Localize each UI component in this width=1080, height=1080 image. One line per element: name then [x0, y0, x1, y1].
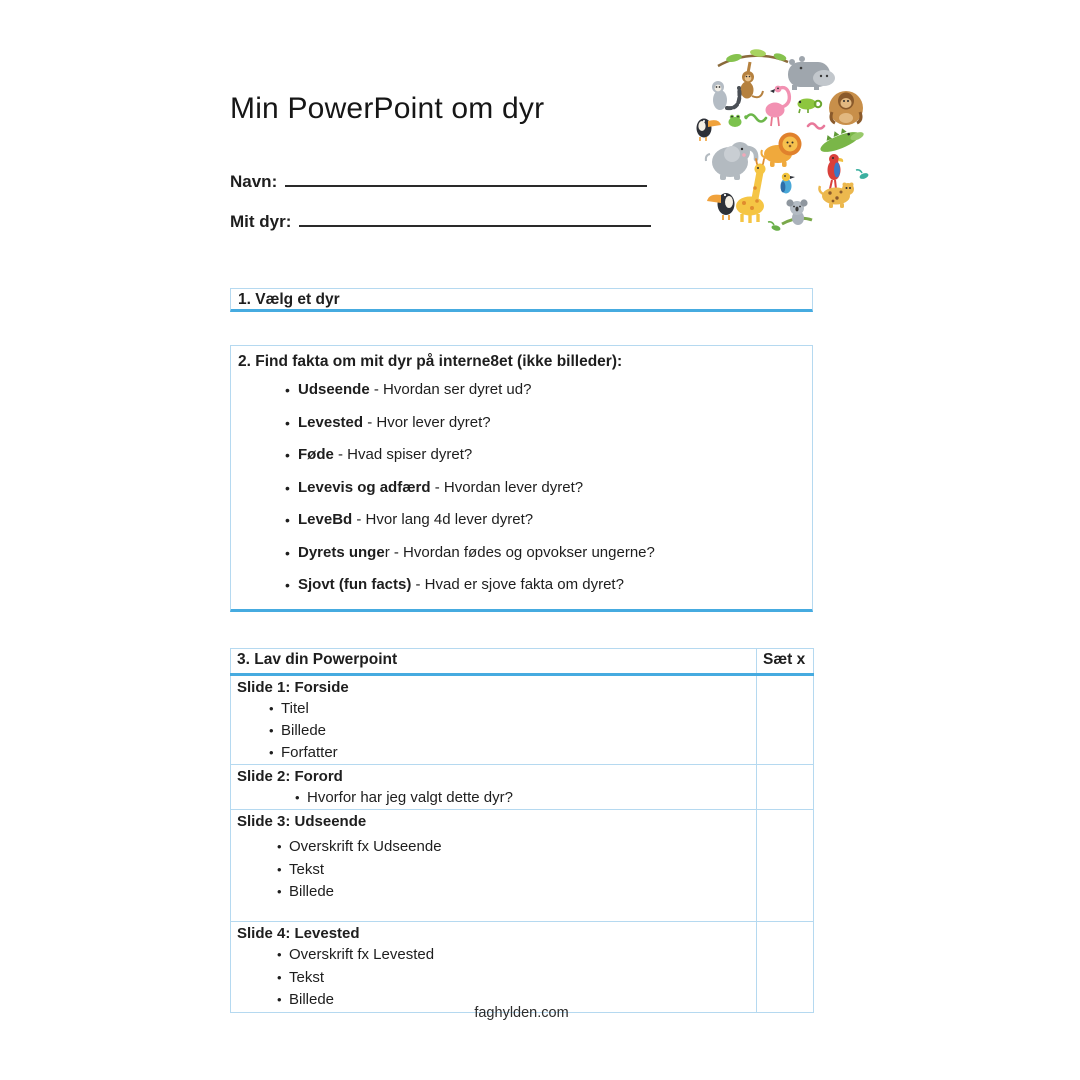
slide-bullet-list [231, 787, 756, 809]
frog-icon [729, 115, 742, 127]
table-row [231, 765, 814, 810]
fact-bullet: • LeveBd - Hvor lang 4d lever dyret? [298, 504, 804, 537]
fact-bullet: • Føde - Hvad spiser dyret? [298, 439, 804, 472]
slide-row-title: Slide 4: Levested [237, 925, 360, 942]
branch-icon [718, 48, 788, 66]
hippo-icon [788, 56, 835, 90]
check-cell[interactable] [757, 675, 814, 765]
slide-bullet: • Forfatter [281, 742, 756, 764]
toucan-icon [697, 119, 722, 142]
woodpecker-icon [781, 173, 796, 194]
section-3-title: 3. Lav din Powerpoint [237, 651, 398, 668]
fact-bullet: • Dyrets unger - Hvordan fødes og opvokser ungerne? [298, 537, 804, 570]
slide-row-title: Slide 2: Forord [237, 768, 343, 785]
check-cell[interactable] [757, 922, 814, 1013]
slide-row-title: Slide 3: Udseende [237, 813, 367, 830]
animal-label: Mit dyr: [230, 212, 292, 231]
lion-icon [762, 133, 802, 168]
slides-checklist-table [230, 648, 814, 1013]
slide-bullet: • Tekst [289, 859, 756, 882]
slide-row-title: Slide 1: Forside [237, 679, 349, 696]
animal-write-line[interactable] [299, 212, 651, 227]
table-header-row [231, 649, 814, 675]
footer-url: faghylden.com [474, 1005, 569, 1021]
slide-bullet: • Titel [281, 698, 756, 720]
slide-bullet: • Billede [281, 720, 756, 742]
table-row [231, 810, 814, 922]
fact-bullet: • Udseende - Hvordan ser dyret ud? [298, 374, 804, 407]
slide-bullet: • Overskrift fx Levested [289, 944, 756, 967]
slide-bullet: • Hvorfor har jeg valgt dette dyr? [307, 787, 756, 809]
section-1-box [230, 288, 813, 312]
koala-icon [782, 199, 812, 225]
table-row [231, 675, 814, 765]
section-2-title: 2. Find fakta om mit dyr på interne8et (ikke billeder): [238, 353, 623, 370]
slide-bullet: • Billede [289, 881, 756, 904]
slide-bullet: • Overskrift fx Udseende [289, 836, 756, 859]
parrot-icon [828, 154, 844, 189]
elephant-icon [706, 142, 756, 180]
gorilla-icon [829, 91, 863, 125]
section-1-title: 1. Vælg et dyr [238, 291, 340, 308]
name-write-line[interactable] [285, 172, 647, 187]
fact-list [238, 374, 804, 602]
toucan-2-icon [707, 193, 735, 220]
fact-bullet: • Levevis og adfærd - Hvordan lever dyret? [298, 472, 804, 505]
slide-bullet-list [231, 944, 756, 1012]
slide-bullet: • Billede [289, 989, 756, 1012]
slide-bullet: • Tekst [289, 967, 756, 990]
table-row [231, 922, 814, 1013]
name-label: Navn: [230, 172, 278, 191]
leopard-icon [819, 183, 854, 209]
check-cell[interactable] [757, 765, 814, 810]
page-title: Min PowerPoint om dyr [230, 92, 545, 125]
fact-bullet: • Sjovt (fun facts) - Hvad er sjove fakta om dyret? [298, 569, 804, 602]
fact-bullet: • Levested - Hvor lever dyret? [298, 407, 804, 440]
check-column-header: Sæt x [763, 651, 806, 668]
slide-bullet-list [231, 836, 756, 904]
lemur-icon [712, 81, 740, 110]
animal-field-row [230, 212, 651, 232]
chameleon-icon [798, 99, 822, 114]
section-2-box [230, 345, 813, 612]
worm-icon [808, 124, 824, 129]
slide-bullet-list [231, 698, 756, 764]
snake-icon [744, 115, 766, 122]
animal-circle-illustration [688, 42, 878, 238]
flamingo-icon [766, 86, 790, 126]
monkey-icon [741, 62, 764, 99]
name-field-row [230, 172, 647, 192]
check-cell[interactable] [757, 810, 814, 922]
